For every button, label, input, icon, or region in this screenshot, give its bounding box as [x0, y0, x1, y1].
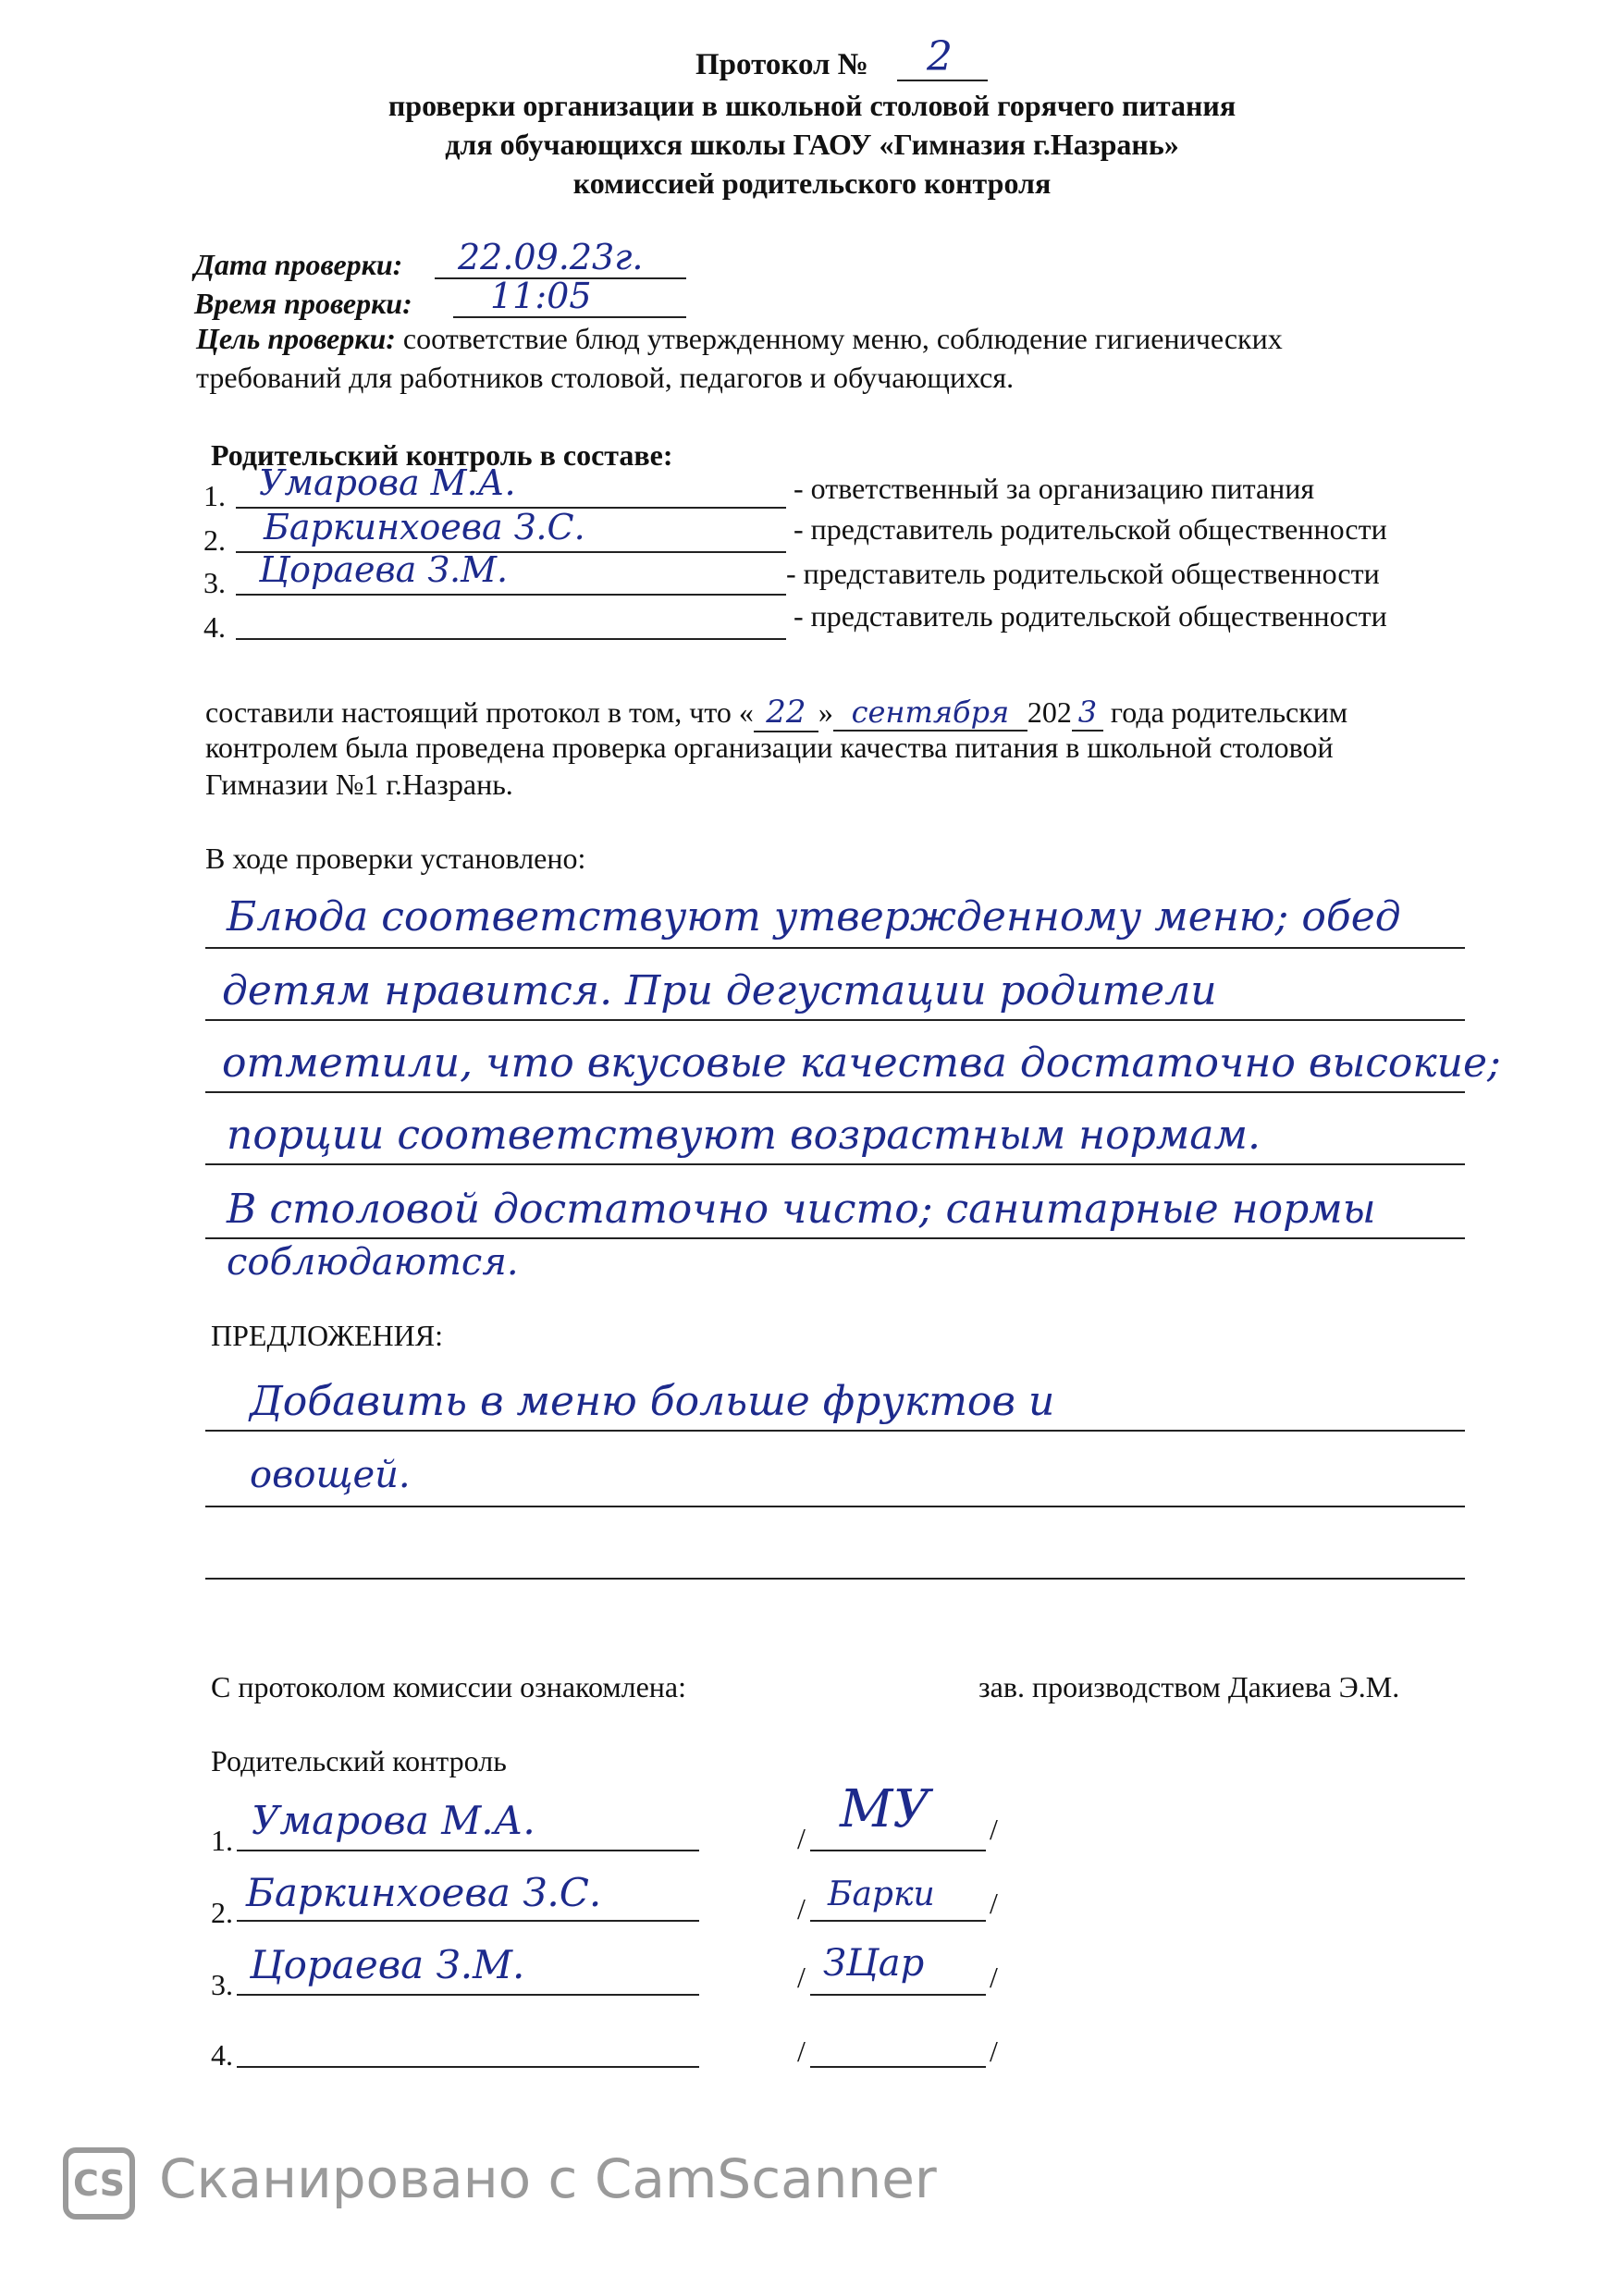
- time-label: Время проверки:: [194, 287, 412, 320]
- header-line-2: для обучающихся школы ГАОУ «Гимназия г.Назрань»: [445, 128, 1179, 161]
- sig-row-2-sign: Барки: [828, 1875, 935, 1913]
- proposals-line-1: [205, 1430, 1465, 1432]
- proposals-title: ПРЕДЛОЖЕНИЯ:: [211, 1319, 443, 1352]
- sig-row-4-line: [237, 2066, 699, 2068]
- sig-row-4-open: /: [797, 2035, 806, 2068]
- findings-line-2: [205, 1019, 1465, 1021]
- sig-row-1-num: 1.: [211, 1824, 233, 1857]
- sig-row-1-sign-line: [810, 1850, 986, 1851]
- findings-text-2: детям нравится. При дегустации родители: [222, 967, 1217, 1015]
- sig-row-1-name: Умарова М.А.: [252, 1798, 535, 1843]
- member-2-role: - представитель родительской общественности: [794, 512, 1387, 546]
- statement-month: сентября: [833, 695, 1027, 732]
- statement-part-3: года родительским: [1110, 695, 1348, 729]
- time-value: 11:05: [490, 276, 592, 316]
- findings-title: В ходе проверки установлено:: [205, 842, 586, 875]
- goal-label: Цель проверки:: [196, 322, 396, 355]
- signatures-title: Родительский контроль: [211, 1744, 507, 1777]
- statement-line-1: [205, 694, 1347, 732]
- statement-part-1: составили настоящий протокол в том, что «: [205, 695, 754, 729]
- sig-row-2-line: [237, 1920, 699, 1922]
- sig-row-2-close: /: [990, 1887, 998, 1920]
- header-line-3: комиссией родительского контроля: [572, 166, 1052, 200]
- sig-row-1-sign: МУ: [840, 1779, 930, 1839]
- date-label: Дата проверки:: [194, 248, 403, 281]
- sig-row-4-sign-line: [810, 2066, 986, 2068]
- header-line-1: проверки организации в школьной столовой горячего питания: [388, 89, 1236, 122]
- findings-line-5: [205, 1237, 1465, 1239]
- member-1-num: 1.: [203, 479, 226, 512]
- member-1-name: Умарова М.А.: [259, 462, 516, 503]
- member-3-role: - представитель родительской общественности: [786, 557, 1380, 590]
- findings-text-5: В столовой достаточно чисто; санитарные нормы: [227, 1186, 1376, 1233]
- sig-row-3-line: [237, 1994, 699, 1996]
- statement-line-2: контролем была проведена проверка организации качества питания в школьной столовой: [205, 731, 1334, 764]
- member-3-line: [236, 594, 786, 596]
- sig-row-2-open: /: [797, 1892, 806, 1925]
- sig-row-2-sign-line: [810, 1920, 986, 1922]
- sig-row-4-num: 4.: [211, 2038, 233, 2072]
- camscanner-logo-text: CS: [73, 2163, 125, 2204]
- statement-line-3: Гимназии №1 г.Назрань.: [205, 768, 513, 801]
- sig-row-3-sign: ЗЦар: [823, 1942, 925, 1985]
- proposals-line-2: [205, 1506, 1465, 1507]
- findings-text-6: соблюдаются.: [227, 1241, 519, 1284]
- statement-year-digit: 3: [1072, 695, 1103, 732]
- findings-line-1: [205, 947, 1465, 949]
- acquaint-person: зав. производством Дакиева Э.М.: [978, 1670, 1400, 1703]
- sig-row-1-line: [237, 1850, 699, 1851]
- protocol-number: 2: [927, 33, 953, 80]
- findings-text-4: порции соответствуют возрастным нормам.: [227, 1112, 1261, 1159]
- member-1-role: - ответственный за организацию питания: [794, 472, 1315, 505]
- sig-row-1-open: /: [797, 1822, 806, 1855]
- member-4-num: 4.: [203, 610, 226, 644]
- sig-row-3-close: /: [990, 1961, 998, 1994]
- statement-day: 22: [754, 694, 818, 732]
- sig-row-3-open: /: [797, 1961, 806, 1994]
- sig-row-2-num: 2.: [211, 1896, 233, 1929]
- proposals-text-2: овощей.: [250, 1454, 411, 1496]
- sig-row-1-close: /: [990, 1813, 998, 1846]
- sig-row-3-num: 3.: [211, 1968, 233, 2001]
- member-3-name: Цораева З.М.: [259, 549, 509, 590]
- member-4-line: [236, 638, 786, 640]
- goal-text-2: требований для работников столовой, педагогов и обучающихся.: [196, 361, 1015, 394]
- protocol-title: [695, 48, 868, 82]
- goal-text-1: соответствие блюд утвержденному меню, соблюдение гигиенических: [402, 322, 1283, 355]
- findings-text-1: Блюда соответствуют утвержденному меню; обед: [227, 893, 1401, 941]
- member-2-name: Баркинхоева З.С.: [264, 507, 585, 547]
- sig-row-3-name: Цораева З.М.: [250, 1942, 525, 1987]
- goal-line-1: [196, 322, 1283, 356]
- findings-line-4: [205, 1163, 1465, 1165]
- findings-line-3: [205, 1091, 1465, 1093]
- statement-year-prefix: 202: [1027, 695, 1072, 729]
- camscanner-watermark: Сканировано с CamScanner: [159, 2147, 937, 2210]
- acquaint-label: С протоколом комиссии ознакомлена:: [211, 1670, 686, 1703]
- time-line: [453, 316, 686, 318]
- sig-row-3-sign-line: [810, 1994, 986, 1996]
- camscanner-logo-icon: [63, 2147, 135, 2220]
- sig-row-4-close: /: [990, 2035, 998, 2068]
- member-3-num: 3.: [203, 566, 226, 599]
- member-2-num: 2.: [203, 523, 226, 557]
- member-4-role: - представитель родительской общественности: [794, 599, 1387, 633]
- statement-part-2: »: [818, 695, 833, 729]
- sig-row-2-name: Баркинхоева З.С.: [246, 1870, 602, 1915]
- proposals-line-3: [205, 1578, 1465, 1580]
- proposals-text-1: Добавить в меню больше фруктов и: [250, 1378, 1055, 1425]
- composition-title: Родительский контроль в составе:: [211, 438, 673, 472]
- findings-text-3: отметили, что вкусовые качества достаточно высокие;: [222, 1039, 1501, 1087]
- date-value: 22.09.23г.: [458, 237, 644, 277]
- protocol-label: Протокол №: [695, 48, 868, 81]
